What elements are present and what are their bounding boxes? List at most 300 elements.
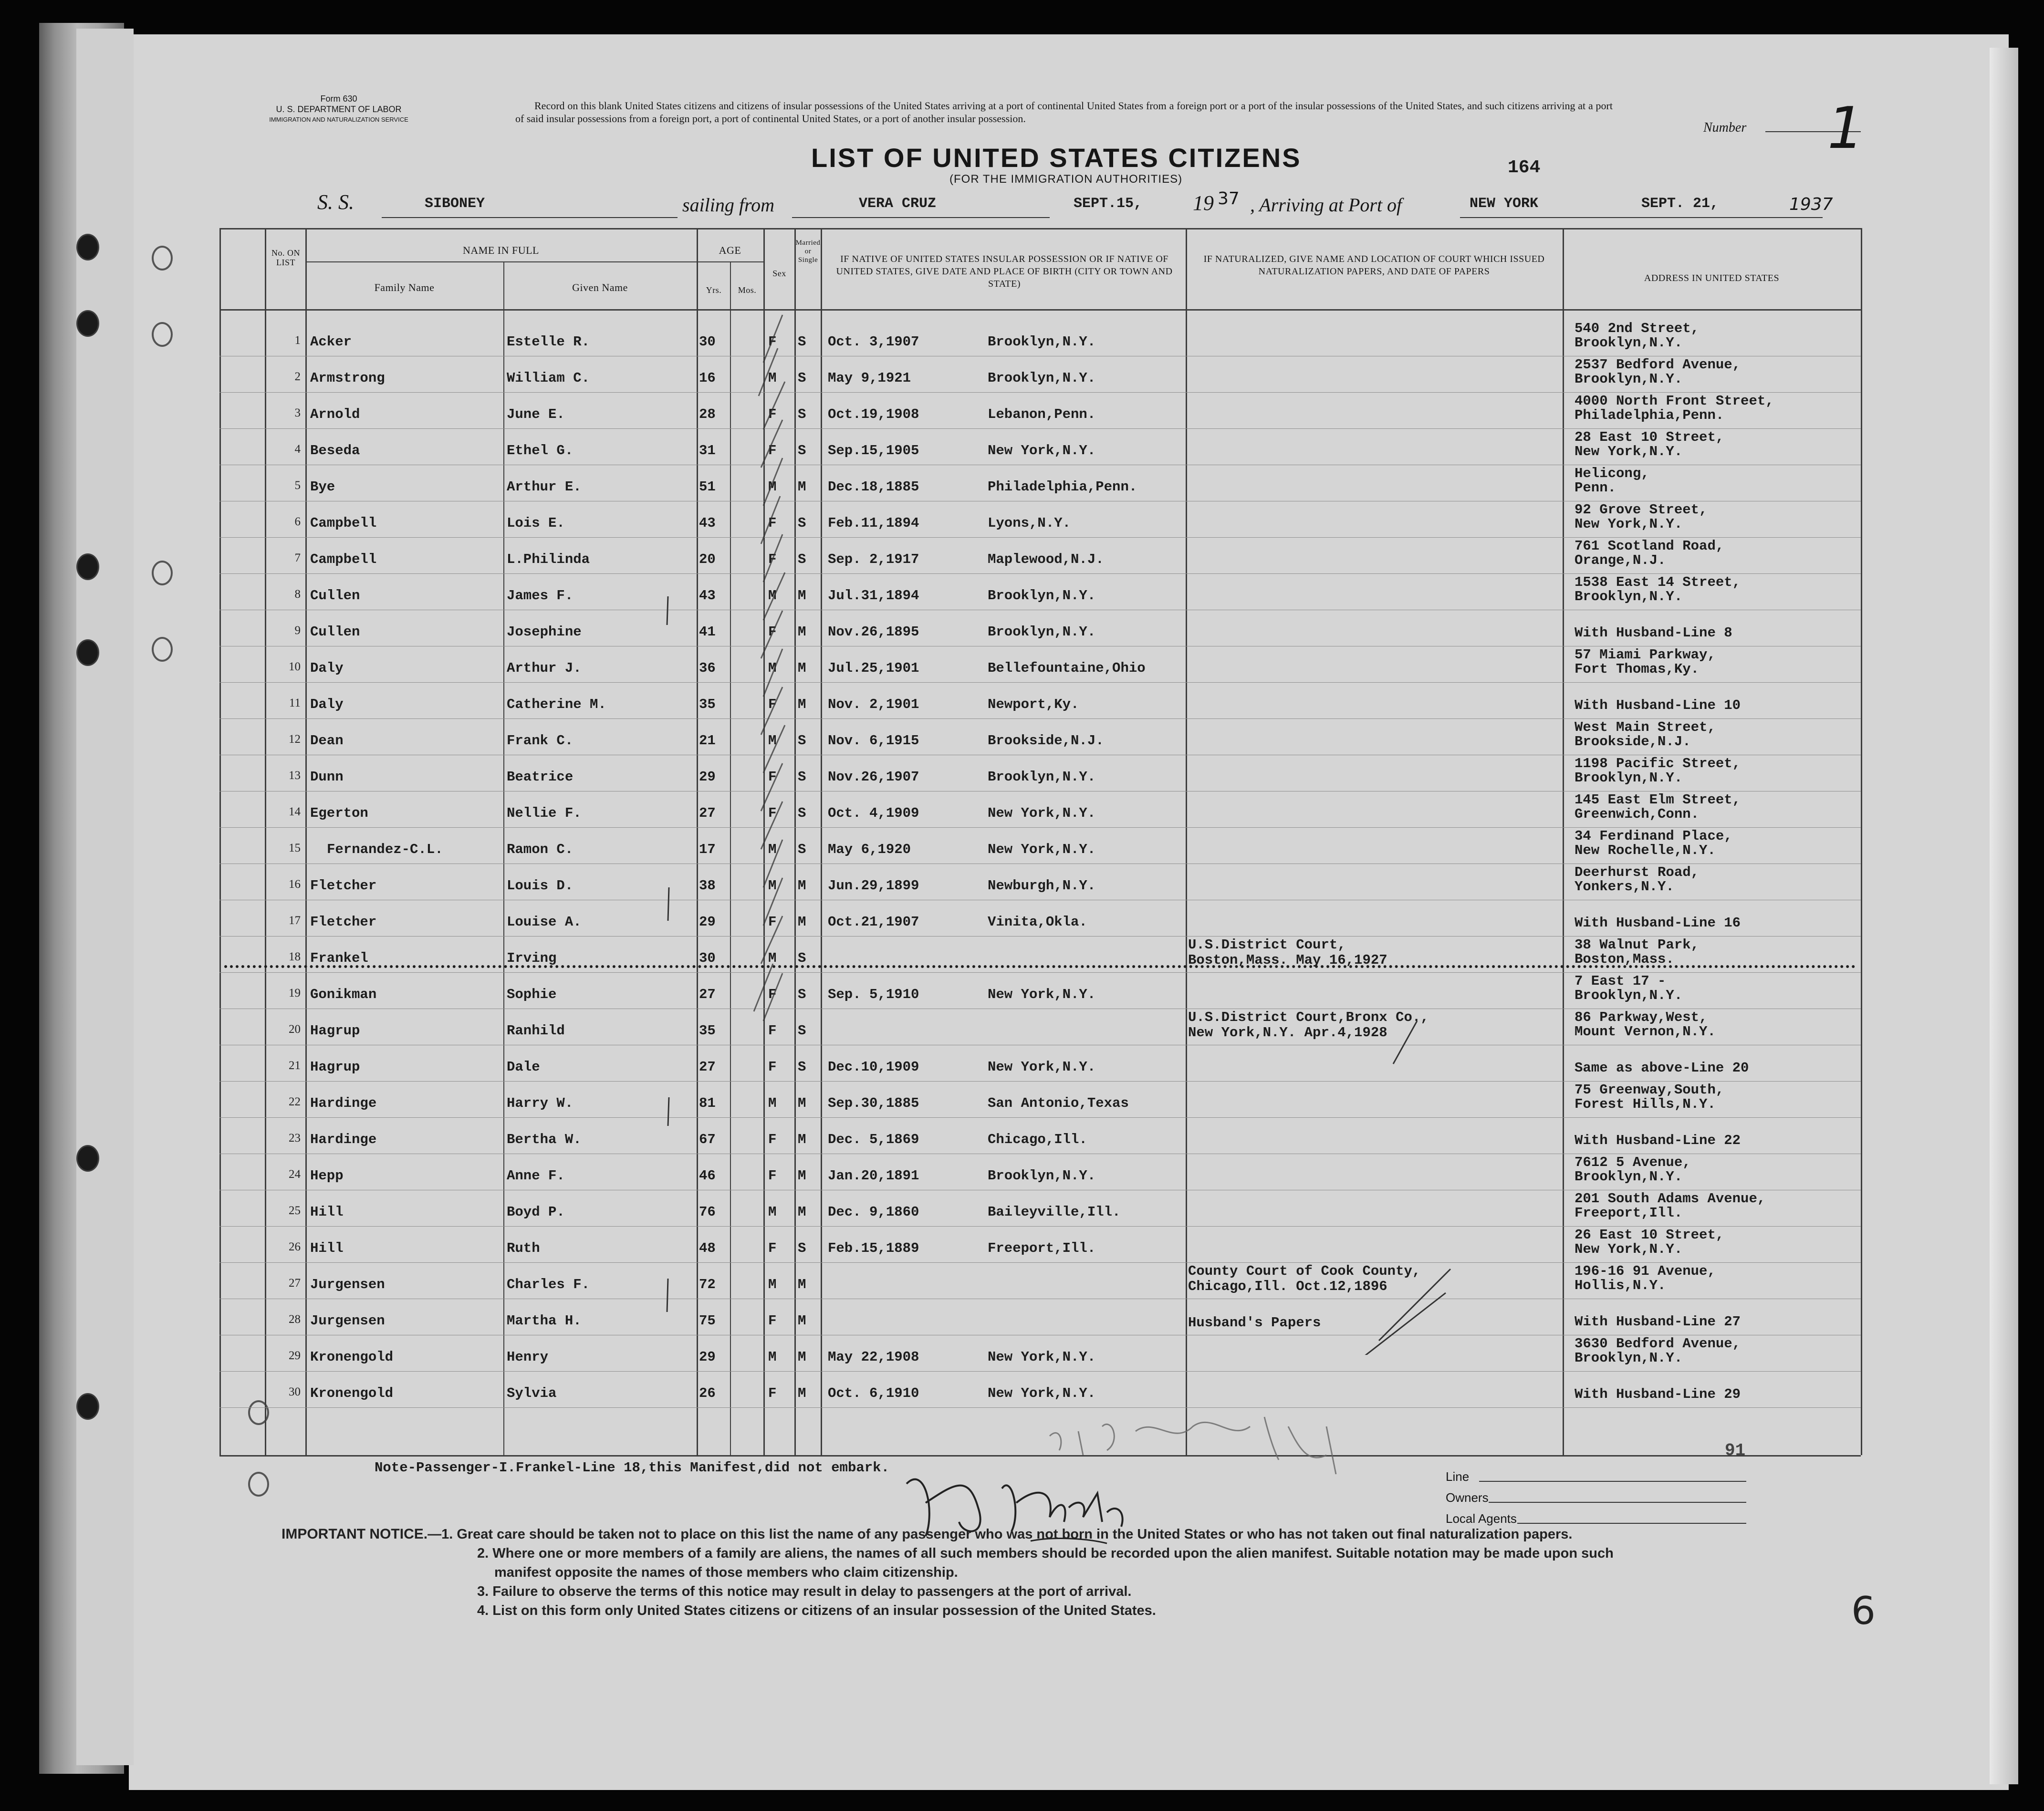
table-top-rule (219, 228, 1861, 229)
row-divider (219, 1081, 1861, 1082)
sex: M (768, 479, 777, 495)
form-number: Form 630 (320, 94, 357, 104)
header-naturalized: IF NATURALIZED, GIVE NAME AND LOCATION OF COURT WHICH ISSUED NATURALIZATION PAPERS, AND DATE OF PAPERS (1203, 254, 1545, 277)
sailing-label: sailing from (682, 194, 774, 216)
arrive-underline (1460, 217, 1823, 218)
sex: F (768, 1385, 777, 1401)
marital-status: M (798, 1095, 806, 1111)
col-rule (1861, 228, 1862, 1455)
birth-place: New York,N.Y. (988, 1349, 1096, 1365)
family-name: Daly (310, 660, 344, 676)
sex: F (768, 443, 777, 458)
arrive-date: SEPT. 21, (1641, 196, 1719, 212)
given-name: Bertha W. (507, 1132, 582, 1147)
birth-date: Sep.15,1905 (828, 443, 919, 458)
age-years: 67 (699, 1132, 716, 1147)
birth-place: Brooklyn,N.Y. (988, 1168, 1096, 1184)
address-line-1: 92 Grove Street, (1575, 502, 1708, 518)
given-name: Charles F. (507, 1277, 590, 1292)
sex: F (768, 552, 777, 567)
birth-date: Sep.30,1885 (828, 1095, 919, 1111)
row-divider (219, 718, 1861, 719)
col-rule (1186, 228, 1187, 1455)
col-rule (697, 228, 698, 1455)
header-mos: Mos. (738, 285, 757, 295)
address-line-2: Brooklyn,N.Y. (1575, 589, 1683, 604)
birth-place: New York,N.Y. (988, 842, 1096, 857)
given-name: James F. (507, 588, 574, 604)
family-name: Kronengold (310, 1385, 394, 1401)
marital-status: M (798, 660, 806, 676)
row-divider (219, 1371, 1861, 1372)
address-line-2: Brookside,N.J. (1575, 734, 1691, 749)
marital-status: M (798, 878, 806, 894)
address-line-2: Orange,N.J. (1575, 552, 1666, 568)
marital-status: M (798, 1313, 806, 1329)
birth-place: Brooklyn,N.Y. (988, 588, 1096, 604)
age-years: 17 (699, 842, 716, 857)
birth-date: Dec.10,1909 (828, 1059, 919, 1075)
cancelled-row-strike (224, 965, 1856, 968)
marital-status: M (798, 1204, 806, 1220)
header-no: No. ON LIST (271, 248, 300, 267)
age-years: 48 (699, 1240, 716, 1256)
address-line-1: 201 South Adams Avenue, (1575, 1191, 1766, 1207)
marital-status: S (798, 370, 806, 386)
birth-date: Feb.15,1889 (828, 1240, 919, 1256)
age-years: 26 (699, 1385, 716, 1401)
header-birth: IF NATIVE OF UNITED STATES INSULAR POSSESSION OR IF NATIVE OF UNITED STATES, GIVE DATE AND PLACE OF BIRTH (CITY OR TOWN AND STATE) (836, 254, 1173, 289)
marital-status: M (798, 1349, 806, 1365)
row-number: 28 (289, 1313, 301, 1326)
notice-2a: 2. Where one or more members of a family are aliens, the names of all such members should be recorded upon the alien manifest. Suitable notation may be made upon such (477, 1546, 1614, 1561)
birth-place: New York,N.Y. (988, 1385, 1096, 1401)
naturalization-1: U.S.District Court, (1188, 937, 1346, 953)
family-name: Jurgensen (310, 1313, 385, 1329)
row-divider (219, 573, 1861, 574)
family-name: Acker (310, 334, 352, 350)
birth-place: Brooklyn,N.Y. (988, 334, 1096, 350)
address-line-1: 1198 Pacific Street, (1575, 756, 1741, 771)
given-name: Boyd P. (507, 1204, 565, 1220)
marital-status: S (798, 1023, 806, 1039)
ink-slashes (1336, 1011, 1470, 1355)
marital-status: S (798, 334, 806, 350)
row-number: 13 (289, 769, 301, 782)
marital-status: M (798, 588, 806, 604)
header-family: Family Name (374, 281, 435, 293)
address-line-2: Hollis,N.Y. (1575, 1278, 1666, 1293)
family-name: Hill (310, 1240, 344, 1256)
naturalization-2: New York,N.Y. Apr.4,1928 (1188, 1025, 1387, 1041)
sex: F (768, 1023, 777, 1039)
address-line-1: 540 2nd Street, (1575, 321, 1700, 336)
birth-date: May 9,1921 (828, 370, 911, 386)
given-name: Sylvia (507, 1385, 557, 1401)
from-port: VERA CRUZ (859, 196, 937, 212)
given-name: William C. (507, 370, 590, 386)
age-years: 81 (699, 1095, 716, 1111)
marital-status: S (798, 1059, 806, 1075)
sex: M (768, 950, 777, 966)
row-number: 19 (289, 987, 301, 999)
naturalization-1: County Court of Cook County, (1188, 1263, 1421, 1279)
birth-date: Jan.20,1891 (828, 1168, 919, 1184)
address-line-1: 7 East 17 - (1575, 973, 1666, 989)
family-name: Arnold (310, 406, 360, 422)
address-line-1: 86 Parkway,West, (1575, 1010, 1708, 1025)
address-line-2: Greenwich,Conn. (1575, 806, 1700, 822)
address-line-1: 57 Miami Parkway, (1575, 647, 1716, 663)
family-name: Armstrong (310, 370, 385, 386)
sex: F (768, 334, 777, 350)
sex: F (768, 805, 777, 821)
family-name: Frankel (310, 950, 368, 966)
sex: M (768, 878, 777, 894)
marital-status: S (798, 443, 806, 458)
stamp-number: 164 (1508, 157, 1541, 178)
family-name: Hagrup (310, 1023, 360, 1039)
age-years: 29 (699, 914, 716, 930)
arrive-year: 1937 (1789, 195, 1833, 214)
given-name: Sophie (507, 987, 557, 1002)
sex: M (768, 733, 777, 749)
ink-ticks (658, 592, 678, 1317)
address-line-2: Yonkers,N.Y. (1575, 879, 1674, 895)
ss-label: S. S. (317, 190, 354, 214)
marital-status: M (798, 1168, 806, 1184)
sex: F (768, 987, 777, 1002)
age-years: 36 (699, 660, 716, 676)
age-years: 72 (699, 1277, 716, 1292)
page-number: 91 (1725, 1441, 1746, 1460)
birth-date: Oct. 6,1910 (828, 1385, 919, 1401)
row-number: 5 (294, 479, 301, 492)
row-divider (219, 936, 1861, 937)
age-years: 35 (699, 1023, 716, 1039)
line-label: Line (1446, 1469, 1470, 1484)
sex: M (768, 370, 777, 386)
arriving-label: , Arriving at Port of (1250, 194, 1402, 216)
sex: M (768, 1095, 777, 1111)
sex: M (768, 588, 777, 604)
age-years: 43 (699, 588, 716, 604)
marital-status: M (798, 624, 806, 640)
age-years: 20 (699, 552, 716, 567)
birth-place: New York,N.Y. (988, 805, 1096, 821)
col-rule (219, 228, 221, 1455)
birth-place: New York,N.Y. (988, 1059, 1096, 1075)
given-name: Louise A. (507, 914, 582, 930)
marital-status: S (798, 950, 806, 966)
row-divider (219, 972, 1861, 973)
family-name: Hagrup (310, 1059, 360, 1075)
sex: F (768, 1059, 777, 1075)
row-divider (219, 1117, 1861, 1118)
address-line-2: Brooklyn,N.Y. (1575, 770, 1683, 786)
sex: M (768, 1277, 777, 1292)
age-years: 31 (699, 443, 716, 458)
ship-underline (382, 217, 678, 218)
row-number: 25 (289, 1204, 301, 1217)
given-name: Henry (507, 1349, 549, 1365)
given-name: Dale (507, 1059, 540, 1075)
birth-place: San Antonio,Texas (988, 1095, 1129, 1111)
row-divider (219, 1262, 1861, 1263)
depart-date: SEPT.15, (1074, 196, 1143, 212)
row-number: 30 (289, 1385, 301, 1398)
binding-hole (76, 1393, 99, 1420)
birth-date: Nov.26,1907 (828, 769, 919, 785)
family-name: Beseda (310, 443, 360, 458)
row-divider (219, 682, 1861, 683)
address-line-1: 38 Walnut Park, (1575, 937, 1700, 953)
given-name: Catherine M. (507, 697, 606, 712)
notice-3: 3. Failure to observe the terms of this notice may result in delay to passengers at the port of arrival. (477, 1584, 1132, 1599)
sex: F (768, 624, 777, 640)
marital-status: M (798, 1132, 806, 1147)
age-years: 46 (699, 1168, 716, 1184)
address-line-2: New Rochelle,N.Y. (1575, 843, 1716, 858)
given-name: Estelle R. (507, 334, 590, 350)
table-header-rule (219, 309, 1861, 311)
birth-date: Oct.21,1907 (828, 914, 919, 930)
age-years: 51 (699, 479, 716, 495)
age-years: 41 (699, 624, 716, 640)
address-line-2: Brooklyn,N.Y. (1575, 335, 1683, 351)
birth-date: Sep. 5,1910 (828, 987, 919, 1002)
binding-hole (152, 637, 173, 662)
embark-note: Note-Passenger-I.Frankel-Line 18,this Manifest,did not embark. (375, 1460, 889, 1476)
owners-label: Owners (1446, 1490, 1489, 1505)
birth-place: Freeport,Ill. (988, 1240, 1096, 1256)
address-line-2: New York,N.Y. (1575, 1241, 1683, 1257)
age-years: 27 (699, 1059, 716, 1075)
address-line-2: Brooklyn,N.Y. (1575, 1169, 1683, 1185)
birth-place: New York,N.Y. (988, 987, 1096, 1002)
binding-hole (76, 639, 99, 666)
marital-status: S (798, 769, 806, 785)
given-name: Arthur E. (507, 479, 582, 495)
family-name: Cullen (310, 624, 360, 640)
sex: F (768, 1313, 777, 1329)
header-given: Given Name (572, 281, 628, 293)
row-divider (219, 827, 1861, 828)
year-prefix: 19 (1193, 191, 1214, 215)
row-divider (219, 1226, 1861, 1227)
row-number: 26 (289, 1240, 301, 1253)
row-number: 1 (294, 334, 301, 347)
marital-status: S (798, 733, 806, 749)
age-years: 76 (699, 1204, 716, 1220)
address-line-1: 34 Ferdinand Place, (1575, 828, 1732, 844)
birth-date: Jun.29,1899 (828, 878, 919, 894)
sex: F (768, 515, 777, 531)
given-name: Frank C. (507, 733, 574, 749)
family-name: Dunn (310, 769, 344, 785)
birth-date: Sep. 2,1917 (828, 552, 919, 567)
marital-status: S (798, 842, 806, 857)
sex: M (768, 842, 777, 857)
birth-place: Lebanon,Penn. (988, 406, 1096, 422)
row-divider (219, 537, 1861, 538)
age-years: 30 (699, 950, 716, 966)
given-name: Beatrice (507, 769, 574, 785)
address-line-1: 28 East 10 Street, (1575, 429, 1724, 445)
marital-status: M (798, 697, 806, 712)
binding-hole (152, 246, 173, 271)
given-name: Louis D. (507, 878, 574, 894)
address-line-2: With Husband-Line 22 (1575, 1133, 1741, 1148)
birth-date: May 22,1908 (828, 1349, 919, 1365)
address-line-1: 196-16 91 Avenue, (1575, 1263, 1716, 1279)
notice-1: —1. Great care should be taken not to place on this list the name of any passenger who was not born in the United States or who has not taken out final naturalization papers. (428, 1527, 1573, 1542)
birth-place: Lyons,N.Y. (988, 515, 1071, 531)
binding-hole (152, 322, 173, 347)
birth-date: Jul.31,1894 (828, 588, 919, 604)
given-name: Arthur J. (507, 660, 582, 676)
col-rule (305, 228, 307, 1455)
row-number: 20 (289, 1023, 301, 1036)
family-name: Fernandez-C.L. (327, 842, 443, 857)
row-number: 16 (289, 878, 301, 891)
family-name: Hardinge (310, 1095, 377, 1111)
given-name: Ruth (507, 1240, 540, 1256)
address-line-2: With Husband-Line 29 (1575, 1386, 1741, 1402)
family-name: Bye (310, 479, 335, 495)
address-line-2: Same as above-Line 20 (1575, 1060, 1749, 1076)
family-name: Fletcher (310, 914, 377, 930)
address-line-1: Deerhurst Road, (1575, 864, 1700, 880)
given-name: Josephine (507, 624, 582, 640)
given-name: Harry W. (507, 1095, 574, 1111)
naturalization-2: Chicago,Ill. Oct.12,1896 (1188, 1279, 1387, 1294)
address-line-2: Brooklyn,N.Y. (1575, 371, 1683, 387)
binding-strip-inner (76, 29, 134, 1765)
col-rule (503, 261, 504, 1455)
sex: M (768, 1204, 777, 1220)
given-name: Ranhild (507, 1023, 565, 1039)
address-line-1: 761 Scotland Road, (1575, 538, 1724, 554)
address-line-1: Helicong, (1575, 466, 1649, 481)
page-title: LIST OF UNITED STATES CITIZENS (811, 143, 1302, 173)
header-yrs: Yrs. (706, 285, 722, 295)
family-name: Hardinge (310, 1132, 377, 1147)
form-identifier (258, 94, 420, 125)
form-service: IMMIGRATION AND NATURALIZATION SERVICE (269, 116, 408, 123)
address-line-1: 26 East 10 Street, (1575, 1227, 1724, 1243)
age-years: 38 (699, 878, 716, 894)
sex: F (768, 1132, 777, 1147)
marital-status: S (798, 552, 806, 567)
given-name: Ethel G. (507, 443, 574, 458)
address-line-1: 7612 5 Avenue, (1575, 1155, 1691, 1170)
address-line-2: Penn. (1575, 480, 1616, 496)
row-number: 10 (289, 660, 301, 673)
address-line-2: With Husband-Line 16 (1575, 915, 1741, 931)
address-line-2: Brooklyn,N.Y. (1575, 988, 1683, 1003)
age-years: 30 (699, 334, 716, 350)
name-subheader-rule (305, 261, 697, 262)
address-line-1: 2537 Bedford Avenue, (1575, 357, 1741, 373)
marital-status: M (798, 1277, 806, 1292)
row-number: 27 (289, 1277, 301, 1290)
age-years: 28 (699, 406, 716, 422)
header-married: Married or Single (795, 239, 821, 264)
row-number: 21 (289, 1059, 301, 1072)
header-sex: Sex (772, 269, 786, 278)
row-number: 8 (294, 588, 301, 601)
birth-date: Feb.11,1894 (828, 515, 919, 531)
row-number: 18 (289, 950, 301, 963)
binding-hole (248, 1472, 269, 1497)
row-number: 9 (294, 624, 301, 637)
binding-hole (76, 310, 99, 337)
birth-date: Nov. 2,1901 (828, 697, 919, 712)
age-years: 75 (699, 1313, 716, 1329)
age-years: 29 (699, 769, 716, 785)
birth-place: Chicago,Ill. (988, 1132, 1087, 1147)
sex: F (768, 1168, 777, 1184)
row-number: 14 (289, 805, 301, 818)
naturalization-1: U.S.District Court,Bronx Co., (1188, 1010, 1429, 1025)
row-number: 29 (289, 1349, 301, 1362)
col-rule (730, 261, 731, 1455)
address-line-2: Boston,Mass. (1575, 951, 1674, 967)
given-name: Ramon C. (507, 842, 574, 857)
address-line-1: 145 East Elm Street, (1575, 792, 1741, 808)
given-name: Lois E. (507, 515, 565, 531)
marital-status: S (798, 805, 806, 821)
birth-date: Dec.18,1885 (828, 479, 919, 495)
family-name: Cullen (310, 588, 360, 604)
marital-status: M (798, 914, 806, 930)
header-address: ADDRESS IN UNITED STATES (1644, 273, 1780, 283)
agents-label: Local Agents (1446, 1511, 1517, 1526)
address-line-2: Brooklyn,N.Y. (1575, 1350, 1683, 1366)
birth-place: Brooklyn,N.Y. (988, 769, 1096, 785)
marital-status: S (798, 406, 806, 422)
birth-place: Philadelphia,Penn. (988, 479, 1137, 495)
address-line-2: Forest Hills,N.Y. (1575, 1096, 1716, 1112)
row-number: 12 (289, 733, 301, 746)
birth-place: Vinita,Okla. (988, 914, 1087, 930)
row-number: 11 (289, 697, 301, 709)
marital-status: S (798, 987, 806, 1002)
birth-place: Baileyville,Ill. (988, 1204, 1121, 1220)
age-years: 43 (699, 515, 716, 531)
given-name: Martha H. (507, 1313, 582, 1329)
marital-status: S (798, 515, 806, 531)
form-dept: U. S. DEPARTMENT OF LABOR (276, 104, 402, 114)
owners-underline (1489, 1502, 1746, 1503)
age-years: 29 (699, 1349, 716, 1365)
binding-hole (76, 234, 99, 260)
given-name: L.Philinda (507, 552, 590, 567)
birth-date: Dec. 9,1860 (828, 1204, 919, 1220)
marital-status: S (798, 1240, 806, 1256)
family-name: Dean (310, 733, 344, 749)
family-name: Gonikman (310, 987, 377, 1002)
page-edge (1990, 48, 2018, 1784)
age-years: 27 (699, 987, 716, 1002)
birth-date: Oct.19,1908 (828, 406, 919, 422)
row-number: 4 (294, 443, 301, 456)
family-name: Campbell (310, 552, 377, 567)
header-name: NAME IN FULL (463, 244, 539, 256)
address-line-2: New York,N.Y. (1575, 444, 1683, 459)
row-divider (219, 428, 1861, 429)
